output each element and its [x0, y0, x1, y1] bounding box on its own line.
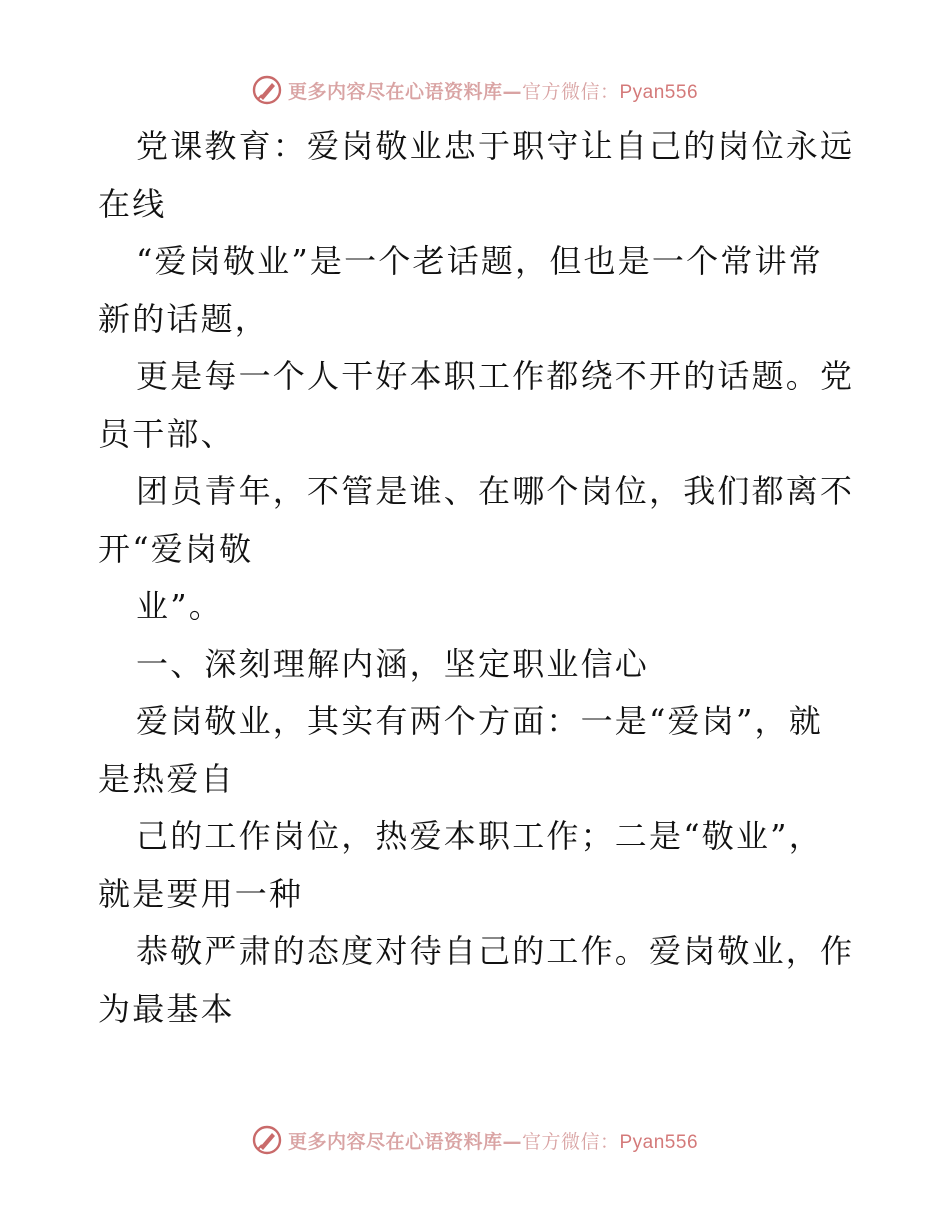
- header-banner: [0, 70, 950, 110]
- paragraph-line: 恭敬严肃的态度对待自己的工作。爱岗敬业，作: [136, 932, 855, 970]
- paragraph-line: 新的话题，: [98, 299, 270, 338]
- wechat-label: 官方微信：: [521, 80, 620, 103]
- title-line-1: 党课教育：爱岗敬业忠于职守让自己的岗位永远: [136, 127, 855, 165]
- quill-logo-icon: [252, 75, 282, 105]
- paragraph-line: 更是每一个人干好本职工作都绕不开的话题。党: [136, 357, 855, 395]
- paragraph-line: 团员青年，不管是谁、在哪个岗位，我们都离不: [136, 472, 855, 510]
- paragraph-line: 员干部、: [98, 414, 235, 453]
- section-heading: 一、深刻理解内涵，坚定职业信心: [136, 644, 650, 683]
- brand-text: 更多内容尽在心语资料库—: [287, 80, 522, 103]
- paragraph-line: “爱岗敬业”是一个老话题，但也是一个常讲常: [136, 242, 823, 280]
- footer-banner: [0, 1120, 950, 1160]
- paragraph-line: 为最基本: [98, 989, 235, 1028]
- paragraph-line: 就是要用一种: [98, 874, 304, 913]
- paragraph-line: 爱岗敬业，其实有两个方面：一是“爱岗”，就: [136, 702, 823, 740]
- paragraph-line: 开“爱岗敬: [98, 529, 254, 568]
- document-body: [98, 118, 858, 1038]
- wechat-label: 官方微信：: [521, 1130, 620, 1153]
- wechat-account: Pyan556: [619, 81, 699, 103]
- paragraph-line: 是热爱自: [98, 759, 235, 798]
- banner-text: [288, 77, 698, 104]
- quill-logo-icon: [252, 1125, 282, 1155]
- brand-text: 更多内容尽在心语资料库—: [287, 1130, 522, 1153]
- paragraph-line: 业”。: [136, 587, 223, 625]
- paragraph-line: 己的工作岗位，热爱本职工作；二是“敬业”，: [136, 817, 823, 855]
- banner-text: [288, 1127, 698, 1154]
- wechat-account: Pyan556: [619, 1131, 699, 1153]
- title-line-2: 在线: [98, 184, 167, 223]
